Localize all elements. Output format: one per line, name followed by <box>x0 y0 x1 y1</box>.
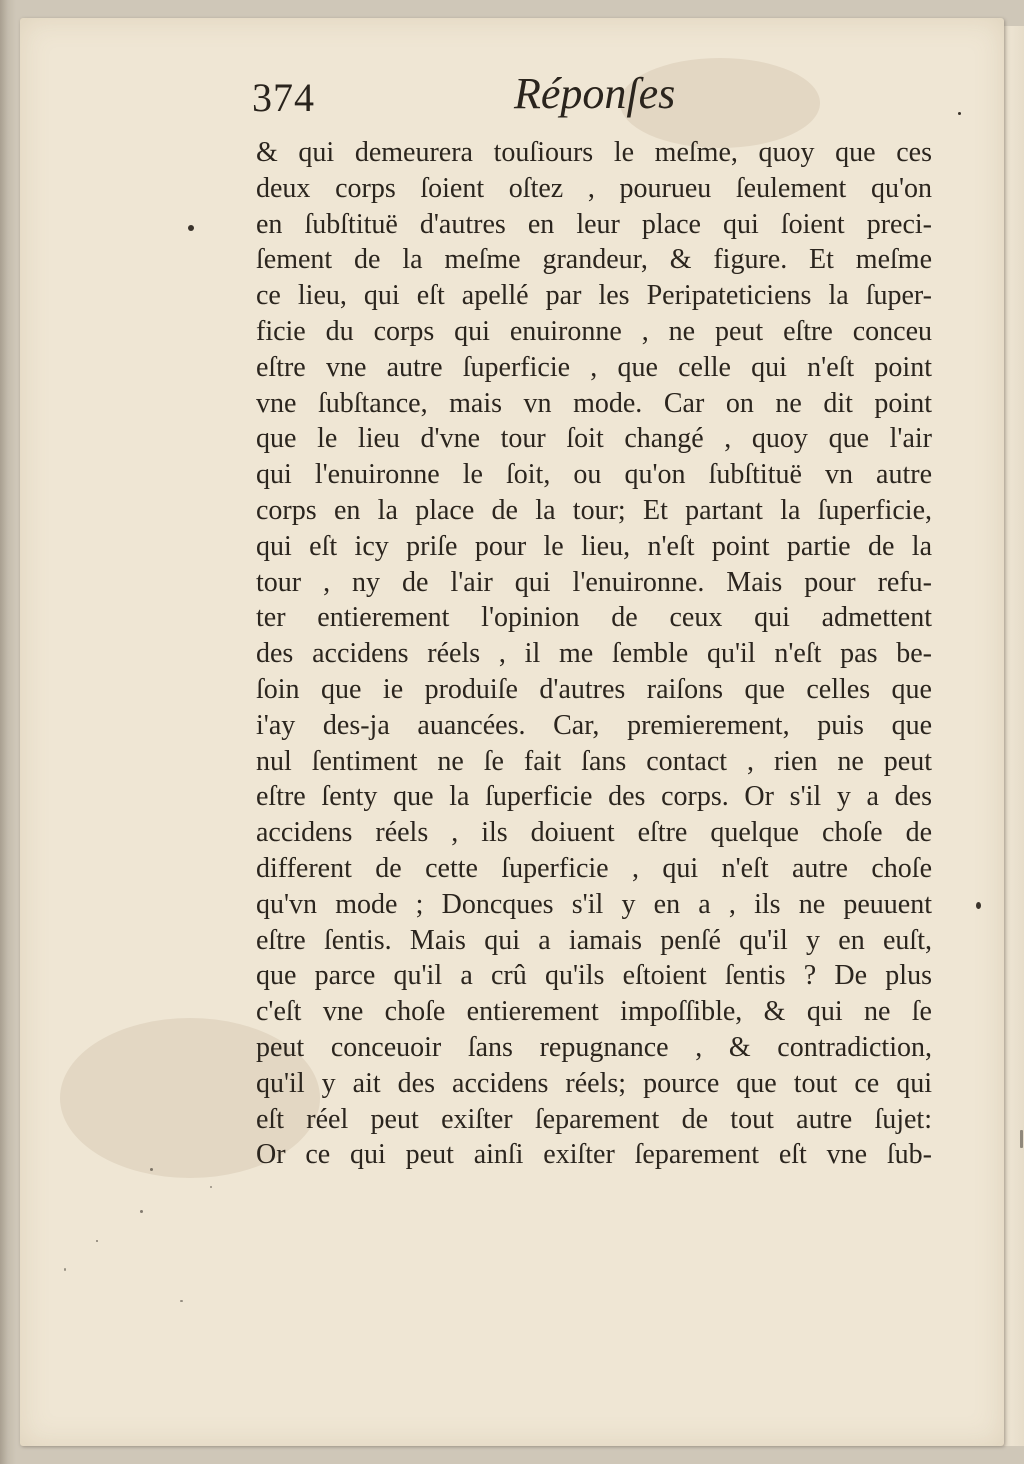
ink-speck <box>180 1300 183 1302</box>
text-line: corps en la place de la tour; Et partant la ſuperficie, <box>256 494 932 526</box>
body-text <box>256 135 932 1173</box>
text-line: eſtre vne autre ſuperficie , que celle qui n'eſt point <box>256 351 932 383</box>
ink-speck <box>64 1268 66 1271</box>
text-line: eſt réel peut exiſter ſeparement de tout autre ſujet: <box>256 1103 932 1135</box>
text-line: deux corps ſoient oſtez , pourueu ſeulement qu'on <box>256 172 932 204</box>
text-line: qui eſt icy priſe pour le lieu, n'eſt point partie de la <box>256 530 932 562</box>
text-line: qu'il y ait des accidens réels; pource que tout ce qui <box>256 1067 932 1099</box>
ink-speck <box>150 1168 153 1171</box>
page-number: 374 <box>252 75 315 120</box>
text-line: en ſubſtituë d'autres en leur place qui ſoient preci- <box>256 208 932 240</box>
ink-speck <box>96 1240 98 1242</box>
text-line: ſement de la meſme grandeur, & figure. Et meſme <box>256 244 932 276</box>
text-line: ce lieu, qui eſt apellé par les Peripateticiens la ſuper- <box>256 280 932 312</box>
ink-speck <box>976 902 981 909</box>
text-line: different de cette ſuperficie , qui n'eſt autre choſe <box>256 852 932 884</box>
text-line: & qui demeurera touſiours le meſme, quoy que ces <box>256 137 932 168</box>
ink-speck <box>188 225 194 231</box>
text-line: accidens réels , ils doiuent eſtre quelque choſe de <box>256 817 932 849</box>
text-line: eſtre ſentis. Mais qui a iamais penſé qu'il y en euſt, <box>256 924 932 956</box>
text-line: tour , ny de l'air qui l'enuironne. Mais pour refu- <box>256 566 932 598</box>
text-line: Or ce qui peut ainſi exiſter ſeparement eſt vne ſub- <box>256 1139 932 1171</box>
ink-speck <box>1020 1130 1023 1148</box>
text-line: peut conceuoir ſans repugnance , & contradiction, <box>256 1031 932 1063</box>
text-line: des accidens réels , il me ſemble qu'il n'eſt pas be- <box>256 638 932 670</box>
text-line: c'eſt vne choſe entierement impoſſible, & qui ne ſe <box>256 996 932 1028</box>
text-line: i'ay des-ja auancées. Car, premierement, puis que <box>256 709 932 741</box>
ink-speck <box>958 112 961 115</box>
text-line: que parce qu'il a crû qu'ils eſtoient ſentis ? De plus <box>256 960 932 992</box>
running-title: Réponſes <box>514 69 676 118</box>
text-line: ficie du corps qui enuironne , ne peut eſtre conceu <box>256 315 932 347</box>
text-line: qu'vn mode ; Doncques s'il y en a , ils ne peuuent <box>256 888 932 920</box>
text-line: que le lieu d'vne tour ſoit changé , quoy que l'air <box>256 423 932 455</box>
page-header <box>252 62 932 132</box>
text-line: ter entierement l'opinion de ceux qui admettent <box>256 602 932 634</box>
text-line: nul ſentiment ne ſe fait ſans contact , rien ne peut <box>256 745 932 777</box>
text-line: qui l'enuironne le ſoit, ou qu'on ſubſtituë vn autre <box>256 459 932 491</box>
text-line: vne ſubſtance, mais vn mode. Car on ne dit point <box>256 387 932 419</box>
ink-speck <box>210 1186 212 1188</box>
text-line: ſoin que ie produiſe d'autres raiſons que celles que <box>256 673 932 705</box>
text-line: eſtre ſenty que la ſuperficie des corps. Or s'il y a des <box>256 781 932 813</box>
ink-speck <box>140 1210 143 1213</box>
